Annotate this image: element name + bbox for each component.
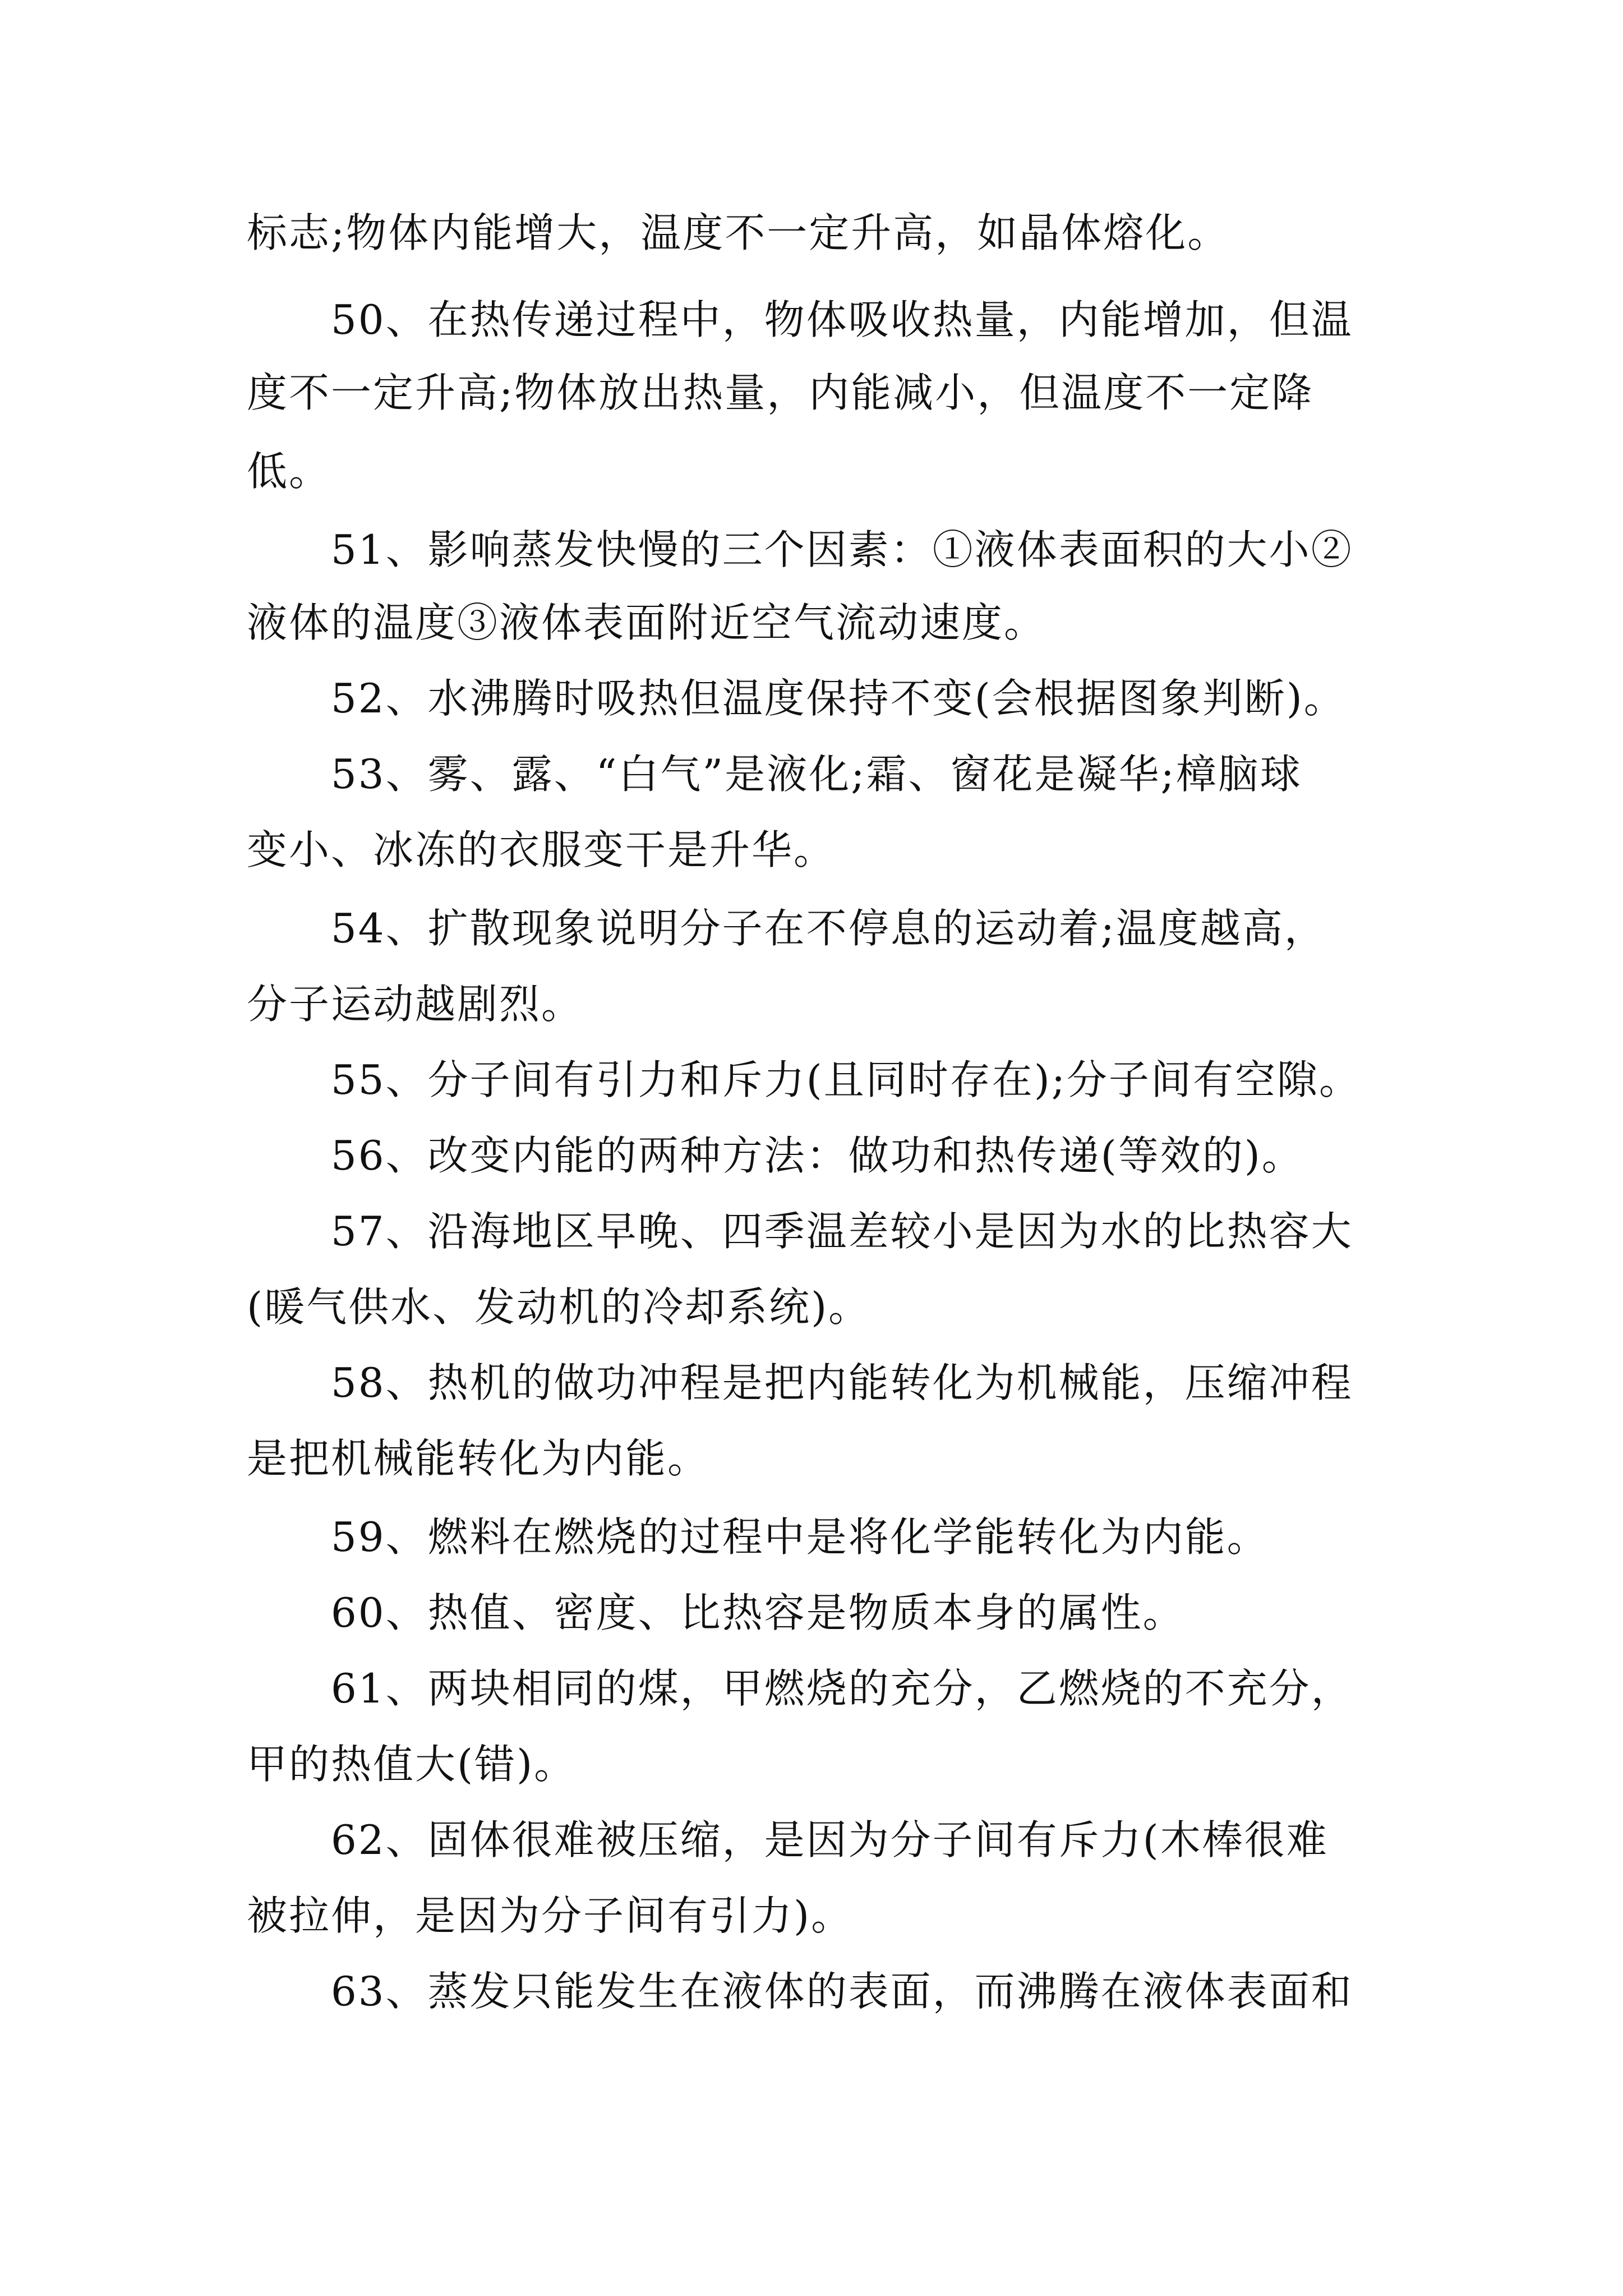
text-line: 53、雾、露、“白气”是液化;霜、窗花是凝华;樟脑球 [331,751,1302,798]
text-line: 51、影响蒸发快慢的三个因素：①液体表面积的大小② [331,526,1353,573]
text-line: 59、燃料在燃烧的过程中是将化学能转化为内能。 [331,1513,1269,1561]
text-line: 被拉伸，是因为分子间有引力)。 [247,1892,854,1939]
text-line: 54、扩散现象说明分子在不停息的运动着;温度越高， [331,905,1326,952]
text-line: 分子运动越剧烈。 [247,981,584,1028]
text-line: 甲的热值大(错)。 [247,1741,577,1788]
text-line: 液体的温度③液体表面附近空气流动速度。 [247,599,1046,646]
text-line: 标志;物体内能增大，温度不一定升高，如晶体熔化。 [247,209,1230,256]
text-line: 52、水沸腾时吸热但温度保持不变(会根据图象判断)。 [331,675,1346,722]
text-line: 是把机械能转化为内能。 [247,1435,710,1482]
text-line: 57、沿海地区早晚、四季温差较小是因为水的比热容大 [331,1208,1353,1255]
text-line: 55、分子间有引力和斥力(且同时存在);分子间有空隙。 [331,1056,1362,1103]
text-line: (暖气供水、发动机的冷却系统)。 [247,1283,871,1331]
text-line: 低。 [247,448,331,495]
text-line: 62、固体很难被压缩，是因为分子间有斥力(木棒很难 [331,1816,1329,1864]
text-line: 61、两块相同的煤，甲燃烧的充分，乙燃烧的不充分， [331,1665,1353,1712]
text-line: 60、热值、密度、比热容是物质本身的属性。 [331,1589,1185,1636]
text-line: 56、改变内能的两种方法：做功和热传递(等效的)。 [331,1132,1304,1179]
text-line: 63、蒸发只能发生在液体的表面，而沸腾在液体表面和 [331,1968,1353,2015]
text-line: 变小、冰冻的衣服变干是升华。 [247,826,836,873]
text-line: 50、在热传递过程中，物体吸收热量，内能增加，但温 [331,296,1353,343]
text-line: 度不一定升高;物体放出热量，内能减小，但温度不一定降 [247,369,1314,416]
text-line: 58、热机的做功冲程是把内能转化为机械能，压缩冲程 [331,1359,1353,1406]
